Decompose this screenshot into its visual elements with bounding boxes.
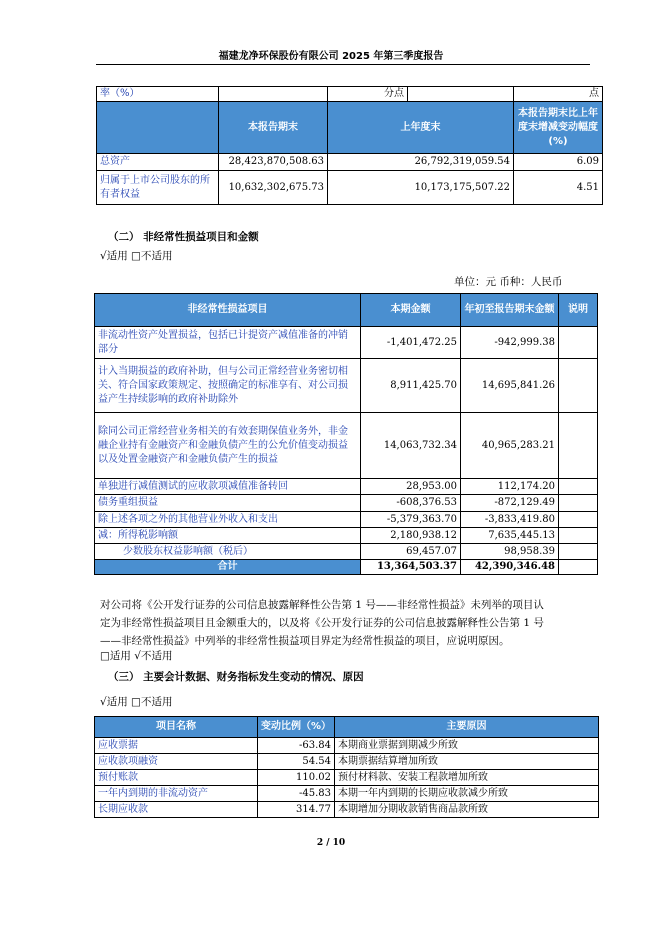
row-label: 除同公司正常经营业务相关的有效套期保值业务外，非金融企业持有金融资产和金融负债产生的公允价值变动损益以及处置金融资产和金融负债产生的损益 [95, 413, 361, 479]
row-current: -608,376.53 [361, 495, 461, 512]
col-main-reason: 主要原因 [335, 717, 599, 738]
row-label: 归属于上市公司股东的所有者权益 [97, 171, 219, 205]
col-item-name: 项目名称 [95, 717, 258, 738]
row-label: 少数股东权益影响额（税后） [95, 544, 361, 560]
row-reason: 本期一年内到期的长期应收款减少所致 [335, 786, 599, 802]
row-ytd: -3,833,419.80 [461, 512, 559, 528]
page-number: 2 / 10 [316, 838, 346, 848]
row-prior: 10,173,175,507.22 [328, 171, 514, 205]
row-ratio: -63.84 [258, 738, 335, 754]
row-current: -5,379,363.70 [361, 512, 461, 528]
row-ytd: -942,999.38 [461, 327, 559, 359]
section3-applicability: √适用 □不适用 [100, 696, 173, 708]
row-label: 预付账款 [95, 770, 258, 786]
row-current: 2,180,938.12 [361, 528, 461, 544]
row-label: 减：所得税影响额 [95, 528, 361, 544]
col-current: 本期金额 [361, 294, 461, 327]
row-ytd: 40,965,283.21 [461, 413, 559, 479]
row-label: 长期应收款 [95, 802, 258, 818]
row-ratio: -45.83 [258, 786, 335, 802]
row-change: 6.09 [514, 154, 603, 171]
changes-table [94, 716, 599, 818]
row-change: 4.51 [514, 171, 603, 205]
total-ytd: 42,390,346.48 [461, 560, 559, 575]
row-ratio: 314.77 [258, 802, 335, 818]
row-reason: 本期商业票据到期减少所致 [335, 738, 599, 754]
col-remark: 说明 [559, 294, 598, 327]
note-paragraph [100, 596, 544, 650]
row-label: 单独进行减值测试的应收款项减值准备转回 [95, 479, 361, 495]
row-ratio: 110.02 [258, 770, 335, 786]
row-label: 债务重组损益 [95, 495, 361, 512]
note-line: 定为非经常性损益项目且金额重大的，以及将《公开发行证券的公司信息披露解释性公告第 1 号 [100, 617, 544, 629]
row-label: 非流动性资产处置损益，包括已计提资产减值准备的冲销部分 [95, 327, 361, 359]
row-ratio: 54.54 [258, 754, 335, 770]
row-reason: 本期增加分期收款销售商品款所致 [335, 802, 599, 818]
row-current: 28,953.00 [361, 479, 461, 495]
row-current: -1,401,472.25 [361, 327, 461, 359]
unit-label: 单位：元 币种：人民币 [454, 276, 563, 288]
row-ytd: 98,958.39 [461, 544, 559, 560]
row-current: 10,632,302,675.73 [219, 171, 328, 205]
non-recurring-table [94, 293, 598, 575]
row-ytd: 14,695,841.26 [461, 359, 559, 413]
row-current: 69,457.07 [361, 544, 461, 560]
row-current: 8,911,425.70 [361, 359, 461, 413]
section2-applicability: √适用 □不适用 [100, 250, 173, 262]
col-change-ratio: 变动比例（%） [258, 717, 335, 738]
continued-row-unit-a: 分点 [328, 87, 408, 102]
row-current: 14,063,732.34 [361, 413, 461, 479]
note-line: ——非经常性损益》中列举的非经常性损益项目界定为经常性损益的项目，应说明原因。 [100, 635, 510, 647]
row-label: 总资产 [97, 154, 219, 171]
note-applicability: □适用 √不适用 [100, 650, 173, 662]
row-label: 应收票据 [95, 738, 258, 754]
total-current: 13,364,503.37 [361, 560, 461, 575]
header-divider [96, 64, 590, 65]
row-reason: 预付材料款、安装工程款增加所致 [335, 770, 599, 786]
page-header-title: 福建龙净环保股份有限公司 2025 年第三季度报告 [218, 51, 444, 62]
continued-row-unit-b: 点 [514, 87, 603, 102]
continued-row-label: 率（%） [97, 87, 219, 102]
row-ytd: 112,174.20 [461, 479, 559, 495]
row-ytd: 7,635,445.13 [461, 528, 559, 544]
row-label: 除上述各项之外的其他营业外收入和支出 [95, 512, 361, 528]
section3-title: （三） 主要会计数据、财务指标发生变动的情况、原因 [108, 671, 364, 683]
note-line: 对公司将《公开发行证券的公司信息披露解释性公告第 1 号——非经常性损益》未列举的项目认 [100, 599, 544, 611]
col-current-period: 本报告期末 [219, 102, 328, 154]
col-prior-year: 上年度末 [328, 102, 514, 154]
row-current: 28,423,870,508.63 [219, 154, 328, 171]
col-ytd: 年初至报告期末金额 [461, 294, 559, 327]
section2-title: （二） 非经常性损益项目和金额 [108, 231, 259, 243]
key-financial-table [96, 86, 603, 205]
row-prior: 26,792,319,059.54 [328, 154, 514, 171]
row-reason: 本期票据结算增加所致 [335, 754, 599, 770]
col-item: 非经常性损益项目 [95, 294, 361, 327]
col-change: 本报告期末比上年度末增减变动幅度(%) [514, 102, 603, 154]
row-label: 应收款项融资 [95, 754, 258, 770]
row-label: 一年内到期的非流动资产 [95, 786, 258, 802]
total-label: 合计 [95, 560, 361, 575]
row-ytd: -872,129.49 [461, 495, 559, 512]
row-label: 计入当期损益的政府补助，但与公司正常经营业务密切相关、符合国家政策规定、按照确定的标准享有、对公司损益产生持续影响的政府补助除外 [95, 359, 361, 413]
